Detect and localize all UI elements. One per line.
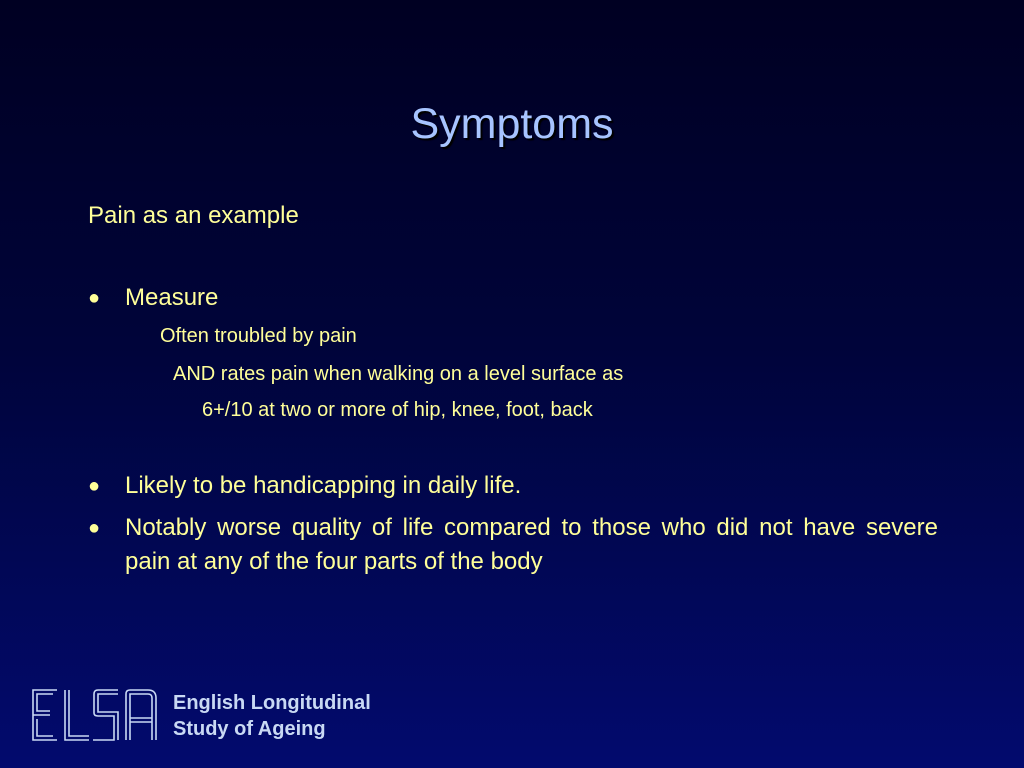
elsa-logo [30, 686, 160, 744]
bullet-dot: ● [88, 475, 101, 497]
sub-line-2: AND rates pain when walking on a level surface as [173, 363, 624, 385]
logo-letter-e [33, 690, 57, 740]
logo-letter-a [126, 690, 156, 740]
logo-letter-l [65, 690, 89, 740]
sub-line-3: 6+/10 at two or more of hip, knee, foot, back [202, 399, 593, 421]
slide-title: Symptoms [410, 100, 614, 148]
logo-letter-s [93, 690, 118, 740]
bullet-measure [88, 281, 938, 315]
logo-caption [173, 690, 371, 742]
sub-line-1: Often troubled by pain [160, 325, 357, 347]
bullet-text: Likely to be handicapping in daily life. [125, 472, 522, 499]
bullet-handicapping [88, 469, 938, 503]
bullet-dot: ● [88, 517, 101, 539]
bullet-text: Notably worse quality of life compared to those who did not have severe pain at any of the four parts of the body [125, 514, 938, 575]
bullet-quality-of-life [88, 511, 938, 579]
logo-caption-line2: Study of Ageing [173, 718, 326, 740]
intro-text: Pain as an example [88, 202, 299, 229]
bullet-text: Measure [125, 284, 219, 311]
bullet-dot: ● [88, 287, 101, 309]
logo-caption-line1: English Longitudinal [173, 692, 371, 714]
